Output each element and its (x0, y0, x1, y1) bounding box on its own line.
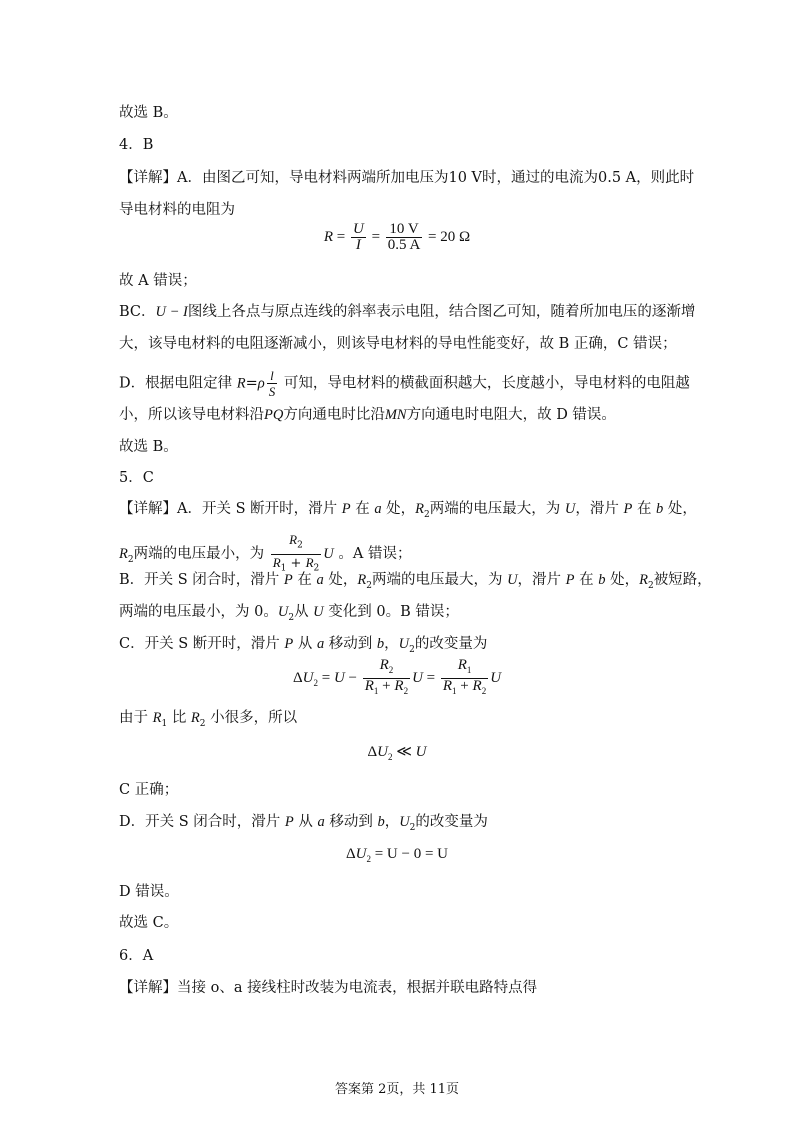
q5-explanation-line: C．开关 S 断开时，滑片 P 从 a 移动到 b，$U_2$的改变量为 (119, 636, 488, 655)
q5-explanation-line: 由于 $R_1$ 比 $R_2$ 小很多，所以 (119, 710, 298, 729)
q5-explanation-line: $R_2$两端的电压最小，为 $\frac{R_2}{R_1 + R_2}$ U 。A 错误； (119, 532, 412, 574)
q4-explanation-line: 小，所以该导电材料沿PQ方向通电时比沿MN方向通电时电阻大，故 D 错误。 (119, 407, 616, 423)
answer-line: 故选 B。 (119, 439, 178, 455)
q5-explanation-line: 【详解】A．开关 S 断开时，滑片 P 在 a 处，$R_2$两端的电压最大，为 U，滑片 P 在 b 处， (119, 501, 697, 520)
q5-explanation-line: D．开关 S 闭合时，滑片 P 从 a 移动到 b，$U_2$的改变量为 (119, 814, 488, 833)
question-number-5: 5．C (119, 470, 154, 486)
question-number-6: 6．A (119, 948, 154, 964)
much-less-equation: $\Delta U_2$ ≪ U (367, 744, 427, 762)
question-number-4: 4．B (119, 137, 154, 153)
answer-line: 故选 C。 (119, 915, 179, 931)
delta-u2-equation-closed: $\Delta U_2 = U - 0 = U$ (345, 846, 449, 864)
answer-line: 故选 B。 (119, 105, 178, 121)
q5-explanation-line: 两端的电压最小，为 0。$U_2$从 U 变化到 0。B 错误； (119, 604, 459, 623)
resistance-equation: R = $\frac{U}{I}$ = $\frac{10 V}{0.5 A}$ = 20 Ω (323, 221, 471, 253)
q4-explanation-line: 故 A 错误； (119, 273, 197, 289)
delta-u2-equation-open: $\Delta U_2 = U$ − $\frac{R_2}{R_1 + R_2}$ U = $\frac{R_1}{R_1 + R_2}$ U (292, 657, 502, 696)
page-footer: 答案第 2页，共 11页 (334, 1082, 460, 1097)
q5-explanation-line: C 正确； (119, 782, 179, 798)
q5-explanation-line: B．开关 S 闭合时，滑片 P 在 a 处，$R_2$两端的电压最大，为 U，滑片 P 在 b 处，$R_2$被短路， (119, 572, 712, 591)
q4-explanation-line: D．根据电阻定律 R=ρ $\frac{l}{S}$ 可知，导电材料的横截面积越大，长度越小，导电材料的电阻越 (119, 368, 690, 399)
q5-explanation-line: D 错误。 (119, 884, 179, 900)
q4-explanation-line: BC．U − I图线上各点与原点连线的斜率表示电阻，结合图乙可知，随着所加电压的逐渐增 (119, 304, 696, 320)
q6-explanation-line: 【详解】当接 o、a 接线柱时改装为电流表，根据并联电路特点得 (119, 980, 538, 996)
q4-explanation-line: 【详解】A．由图乙可知，导电材料两端所加电压为10 V时，通过的电流为0.5 A，则此时 (119, 170, 695, 186)
q4-explanation-line: 大，该导电材料的电阻逐渐减小，则该导电材料的导电性能变好，故 B 正确，C 错误； (119, 336, 677, 352)
q4-explanation-line: 导电材料的电阻为 (119, 202, 235, 218)
